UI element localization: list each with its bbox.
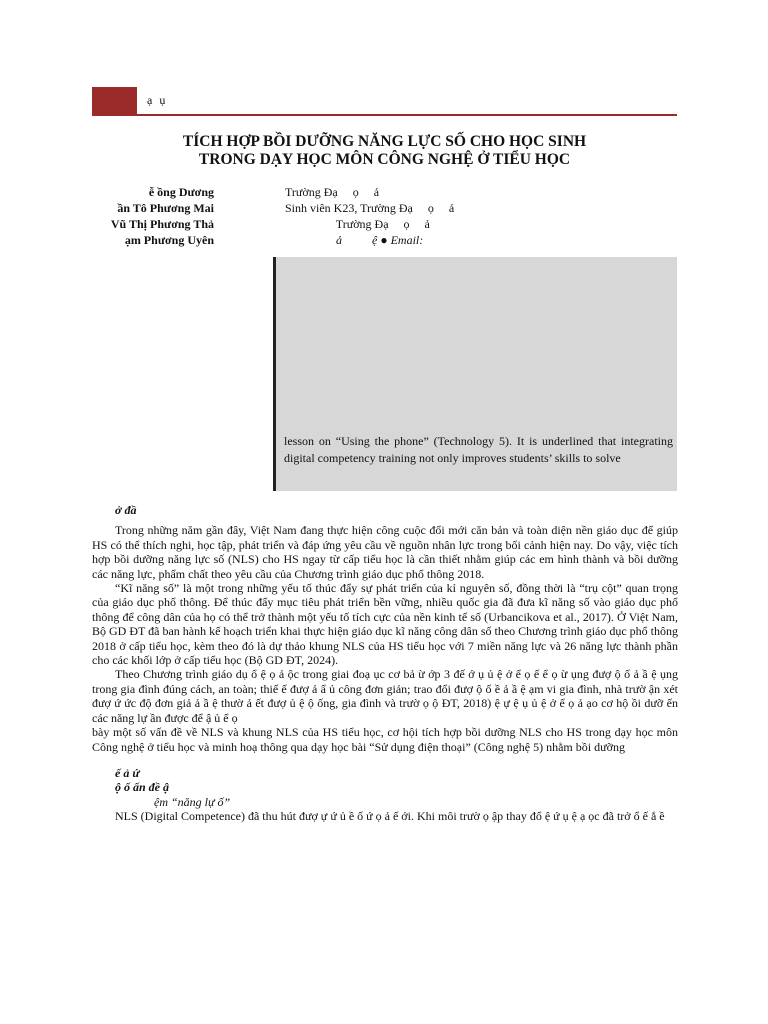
sub-subsection-heading: ệm “năng lự ố” — [154, 794, 231, 809]
author-name: ễ ồng Dương — [148, 185, 214, 199]
title-line-2: TRONG DẠY HỌC MÔN CÔNG NGHỆ Ở TIỂU HỌC — [198, 151, 571, 168]
section-heading-results: ế ả ứ — [115, 765, 140, 780]
abstract-box — [273, 257, 677, 491]
author-list — [92, 184, 677, 248]
author-name: ần Tô Phương Mai — [117, 201, 214, 215]
article-body — [92, 503, 678, 824]
author-affiliation: Trường Đạ ọ ả — [285, 217, 430, 231]
body-paragraph: Theo Chương trình giáo dụ ổ ệ ọ ả ộc trong giai đoạ ục cơ bả ừ ớp 3 đế ớ ụ ủ ệ ở ể ọ ế ể ọ ừ ụng đượ ộ ố ả ầ ệ ụng trong gia đình đúng cách, an toàn; thiế ế đượ ả ẩ ủ công đơn giản; trao đổi đượ ộ ố ề ả ầ ệ ạm vi gia đình, nhà trườ ận xét đượ ứ ức độ đơn giả ả ầ ệ thườ ả ết đượ ủ ệ ộ ống, gia đình và trườ ọ ộ ĐT, 2018) ệ ự ệ ụ ủ ệ ở ể ọ ả ạo cơ hộ ồi dưỡ ến các năng lự ần được để ậ ủ ể ọ — [92, 667, 678, 725]
body-paragraph: NLS (Digital Competence) đã thu hút đượ ự ứ ủ ề ố ứ ọ ả ế ới. Khi môi trườ ọ ập thay đổ ệ ứ ụ ệ ạ ọc đã trở ổ ế ắ ề — [115, 809, 665, 824]
author-name: Vũ Thị Phương Thả — [110, 217, 214, 231]
author-row — [92, 200, 677, 216]
abstract-text: lesson on “Using the phone” (Technology 5). It is underlined that integrating digital competency training not only improves students’ skills to solve — [284, 434, 673, 465]
subsection-heading: ộ ố ấn đề ậ — [115, 780, 169, 795]
author-name: ạm Phương Uyên — [124, 233, 214, 247]
author-row — [92, 216, 677, 232]
paper-title — [92, 133, 677, 169]
section-heading-introduction: ở đầ — [115, 503, 137, 517]
author-affiliation: Sinh viên K23, Trường Đạ ọ ả — [285, 201, 455, 215]
title-line-1: TÍCH HỢP BỒI DƯỠNG NĂNG LỰC SỐ CHO HỌC SINH — [182, 133, 587, 150]
header-rule — [92, 114, 677, 116]
header-color-block — [92, 87, 137, 115]
body-paragraph: bày một số vấn đề về NLS và khung NLS của HS tiểu học, cơ hội tích hợp bồi dưỡng NLS cho HS trong dạy học môn Công nghệ ở tiểu học và minh hoạ thông qua dạy học bài “Sử dụng điện thoại” (Công nghệ 5) nhằm bồi dưỡng — [92, 725, 678, 754]
running-header: ạ ụ — [147, 93, 168, 107]
author-row — [92, 184, 677, 200]
author-contact: ả ệ ● Email: — [285, 233, 424, 247]
body-paragraph: Trong những năm gần đây, Việt Nam đang thực hiện công cuộc đổi mới căn bản và toàn diện nền giáo dục để giúp HS có thể thích nghi, học tập, phát triển và đáp ứng yêu cầu về nguồn nhân lực trong bối cảnh hiện nay. Do vậy, việc tích hợp bồi dưỡng năng lực số (NLS) cho HS ngay từ cấp tiểu học là cần thiết nhằm giúp các em hình thành và bồi dưỡng các năng lực, phẩm chất theo yêu cầu của Chương trình giáo dục phổ thông 2018. — [92, 523, 678, 581]
author-affiliation: Trường Đạ ọ ả — [285, 185, 380, 199]
author-row — [92, 232, 677, 248]
body-paragraph: “Kĩ năng số” là một trong những yếu tố thúc đẩy sự phát triển của kỉ nguyên số, đồng thời là “trụ cột” quan trọng của giáo dục phổ thông. Để thúc đẩy mục tiêu phát triển bền vững, nhiều quốc gia đã đưa kĩ năng số vào giáo dục phổ thông để công dân của họ có thể trở thành một yếu tố tích cực của nền kinh tế số (Urbancikova et al., 2017). Ở Việt Nam, Bộ GD ĐT đã ban hành kế hoạch triển khai thực hiện giáo dục kĩ năng công dân số theo Chương trình giáo dục phổ thông 2018 ở cấp tiểu học, kèm theo đó là dự thảo khung NLS của HS tiểu học với 7 miền năng lực và 26 năng lực thành phần cho các khối lớp ở cấp tiểu học (Bộ GD ĐT, 2024). — [92, 581, 679, 668]
